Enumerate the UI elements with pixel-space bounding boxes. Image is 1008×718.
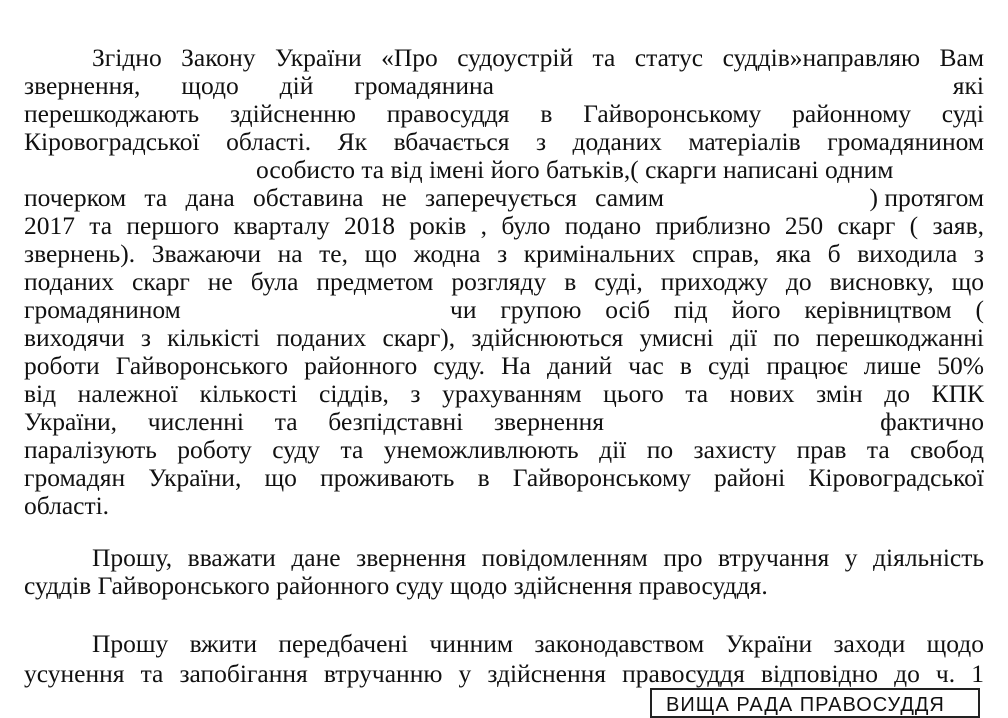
text-line: паралізують роботу суду та унеможливлюють дії по захисту прав та свобод [24, 435, 984, 464]
text-line: усунення та запобігання втручанню у здійснення правосуддя відповідно до ч. 1 [24, 659, 984, 688]
text-line: Прошу, вважати дане звернення повідомленням про втручання у діяльність [92, 543, 984, 572]
text-line: поданих скарг не була предметом розгляду в суді, приходжу до висновку, що [24, 267, 984, 296]
text-line: громадян України, що проживають в Гайворонському районі Кіровоградської [24, 463, 984, 492]
text-line: звернень). Зважаючи на те, що жодна з кримінальних справ, яка б виходила з [24, 239, 984, 268]
text-line: від належної кількості сіддів, з урахуванням цього та нових змін до КПК [24, 379, 984, 408]
text-line: роботи Гайворонського районного суду. На даний час в суді працює лише 50% [24, 351, 984, 380]
text-line: громадянином чи групою осіб під його керівництвом ( [24, 295, 984, 324]
registration-stamp: ВИЩА РАДА ПРАВОСУДДЯ [650, 688, 980, 718]
text-line: особисто та від імені його батьків,( скарги написані одним [256, 155, 894, 184]
text-line: почерком та дана обставина не заперечується самим ) протягом [24, 183, 984, 212]
text-line: звернення, щодо дій громадянина які [24, 71, 984, 100]
text-line: 2017 та першого кварталу 2018 років , було подано приблизно 250 скарг ( заяв, [24, 211, 984, 240]
text-line: виходячи з кількісті поданих скарг), здійснюються умисні дії по перешкоджанні [24, 323, 984, 352]
text-line: області. [24, 491, 110, 520]
text-line: перешкоджають здійсненню правосуддя в Гайворонському районному суді [24, 99, 984, 128]
text-line: Згідно Закону України «Про судоустрій та статус суддів»направляю Вам [92, 43, 984, 72]
text-line: Кіровоградської області. Як вбачається з доданих матеріалів громадянином [24, 127, 984, 156]
text-line: суддів Гайворонського районного суду щодо здійснення правосуддя. [24, 571, 768, 600]
text-line: Прошу вжити передбачені чинним законодавством України заходи щодо [92, 629, 984, 658]
text-line: України, численні та безпідставні звернення фактично [24, 407, 984, 436]
